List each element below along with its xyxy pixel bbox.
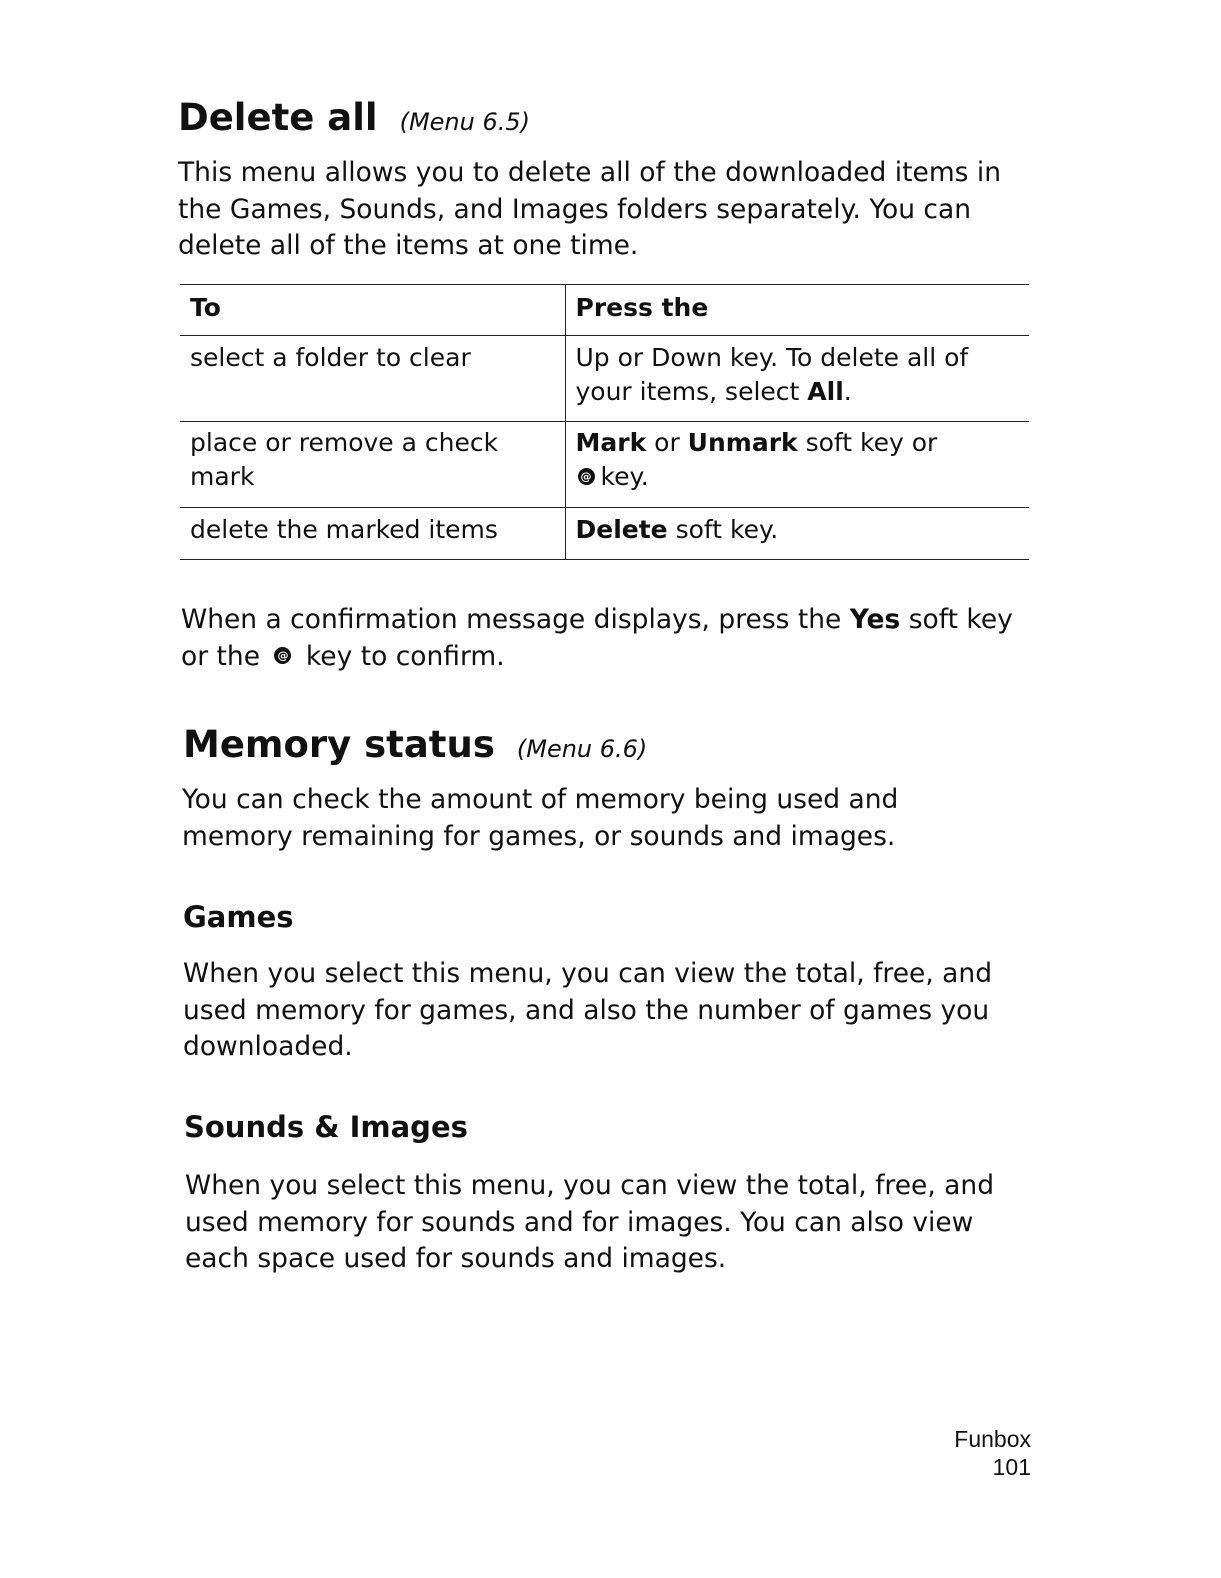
- table-header-row: [180, 285, 1029, 336]
- delete-all-menu-ref: (Menu 6.5): [399, 108, 531, 136]
- press-bold-unmark: Unmark: [687, 428, 798, 457]
- games-body: When you select this menu, you can view the total, free, and used memory for games, and also the number of games you downloaded.: [183, 958, 993, 1062]
- table-row: [180, 422, 1029, 508]
- memory-status-heading: [183, 723, 647, 771]
- press-text: Up or Down key. To delete all of your items, select: [575, 343, 969, 406]
- page-number: 101: [992, 1454, 1031, 1480]
- confirm-text: When a confirmation message displays, press the: [181, 604, 850, 635]
- press-text-end: soft key or: [797, 428, 938, 457]
- table-row: [180, 508, 1029, 560]
- table-header-to: To: [180, 285, 565, 336]
- games-heading: Games: [183, 900, 294, 934]
- press-text-end: .: [843, 377, 852, 406]
- ok-key-icon: @: [274, 647, 291, 664]
- confirm-paragraph: [181, 602, 1041, 675]
- footer: [954, 1425, 1031, 1481]
- press-text: or: [646, 428, 688, 457]
- delete-all-heading: [178, 96, 530, 144]
- table-cell-press: [565, 508, 1029, 560]
- confirm-text-mid: soft key or the: [181, 604, 1013, 672]
- table-cell-to: place or remove a check mark: [180, 422, 565, 508]
- memory-status-intro: You can check the amount of memory being used and memory remaining for games, or sounds and images.: [182, 784, 899, 852]
- table-cell-to: select a folder to clear: [180, 336, 565, 422]
- table-cell-press: [565, 336, 1029, 422]
- confirm-yes: Yes: [849, 604, 901, 635]
- confirm-text-end: key to confirm.: [297, 640, 505, 672]
- delete-all-title: Delete all: [178, 96, 378, 139]
- table-row: [180, 336, 1029, 422]
- ok-key-icon: @: [578, 468, 595, 485]
- delete-all-intro: This menu allows you to delete all of the downloaded items in the Games, Sounds, and Images folders separately. You can delete all of the items at one time.: [178, 157, 1002, 261]
- footer-section: Funbox: [954, 1426, 1031, 1452]
- press-bold: Delete: [575, 515, 668, 544]
- table-cell-to: delete the marked items: [180, 508, 565, 560]
- sounds-images-heading: Sounds & Images: [184, 1110, 468, 1144]
- table-header-press: Press the: [565, 285, 1029, 336]
- sounds-images-body: When you select this menu, you can view the total, free, and used memory for sounds and for images. You can also view each space used for sounds and images.: [185, 1170, 995, 1274]
- press-text-end: soft key.: [667, 515, 779, 544]
- delete-all-table: [180, 284, 1029, 560]
- press-key-label: key.: [600, 462, 649, 491]
- memory-status-menu-ref: (Menu 6.6): [516, 735, 648, 763]
- press-bold-mark: Mark: [575, 428, 647, 457]
- memory-status-title: Memory status: [183, 723, 495, 766]
- press-bold: All: [807, 377, 844, 406]
- table-cell-press: [565, 422, 1029, 508]
